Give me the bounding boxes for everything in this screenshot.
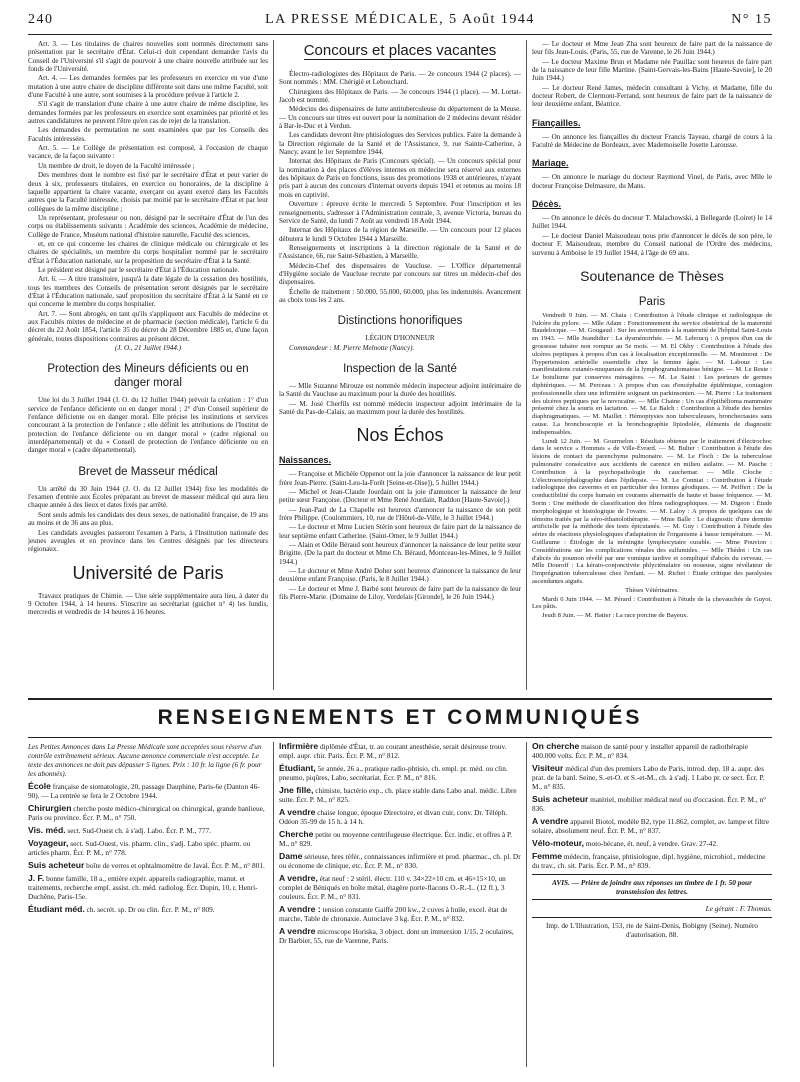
- ad-text: 5e année, 26 a., pratique radio-phtisio, ch. empl. pr. méd. ou clin. pneumo, piqûres, Labo, secrétariat. Écr. P. M., n° 816.: [279, 764, 508, 782]
- ad-text: maison de santé pour y installer appareil de radiothérapie 400.000 volts. Écr. P. M., n° 834.: [532, 742, 749, 760]
- ad-lead: A vendre: [279, 926, 316, 936]
- paragraph: Médecins des dispensaires de lutte antituberculeuse du département de la Meuse. — Un concours sur titres est ouvert pour la nomination de 2 médecins devant résider à Bar-le-Duc et à Verdun.: [279, 105, 521, 131]
- column-divider: [526, 40, 527, 690]
- paragraph: — Alain et Odile Béraud sont heureux d'annoncer la naissance de leur petite sœur Brigitte. (De la part du docteur et Mme Ch. Béraud, Montceau-les-Mines, le 9 Juillet 1944.): [279, 541, 521, 566]
- section-title-concours: [279, 40, 521, 62]
- paragraph: Art. 7. — Sont abrogés, en tant qu'ils s'appliquent aux Facultés de médecine et aux Facultés mixtes de médecine et de pharmacie (section médicale), l'article 6 du décret du 22 Août 1854, l'article 35 du décret du 28 Décembre 1885 et, d'une façon générale, toutes dispositions contraires au présent décret.: [28, 309, 268, 343]
- deces-heading: Décès.: [532, 199, 562, 210]
- classified-ad: [279, 742, 521, 760]
- paragraph: Des membres dont le nombre est fixé par le secrétaire d'État et peut varier de deux à six, professeurs titulaires, en exercice ou honoraires, de la discipline à laquelle appartient la chaire vacante, exerçant ou ayant exercé dans les Facultés autres que la Faculté intéressée, choisis par moitié par le secrétaire d'État et par leur collègues de la même discipline ;: [28, 171, 268, 213]
- column-middle: [279, 40, 521, 695]
- classified-ad: [279, 927, 521, 945]
- ad-lead: Vélo-moteur,: [532, 838, 585, 848]
- naissances-heading: Naissances.: [279, 455, 332, 466]
- ad-lead: Étudiant méd.: [28, 904, 85, 914]
- paragraph: Le président est désigné par le secrétaire d'État à l'Éducation nationale.: [38, 265, 240, 274]
- concours-title-text: Concours et places vacantes: [303, 42, 497, 59]
- ad-text: diplômée d'État, tr. au courant anesthésie, serait désireuse trouv. empl. aupr. chir. Paris. Écr. P. M., n° 812.: [279, 742, 507, 760]
- universite-text: Travaux pratiques de Chimie. — Une série supplémentaire aura lieu, à dater du 9 Octobre 1944, à 14 heures. S'inscrire au secrétariat (guichet n° 4) les lundis, mercredis et vendredis de 14 heures à 16 heures.: [28, 591, 268, 617]
- ad-lead: Suis acheteur: [532, 794, 589, 804]
- paragraph: — Michel et Jean-Claude Jourdain ont la joie d'annoncer la naissance de leur petite sœur Françoise. (Docteur et Mme René Jourdain, Raddon [Haute-Savoie].): [279, 488, 521, 505]
- ad-lead: Dame: [279, 851, 303, 861]
- mineurs-text: Une loi du 3 Juillet 1944 (J. O. du 12 Juillet 1944) prévoit la création : 1° d'un service de l'enfance déficiente ou en danger moral ; 2° d'un Conseil supérieur de l'enfance déficiente ou en danger moral. Elle précise les institutions et services concourant à la protection de l'enfance ; elle définit les attributions de l'Institut de protection de l'enfance déficiente ou en danger moral » (cadre régional ou interdépartemental) et du « Conseil de protection de l'enfance déficiente ou en danger moral » (cadre départemental).: [28, 396, 268, 455]
- classified-ad: [28, 804, 268, 822]
- mariage-text: — On annonce le mariage du docteur Raymond Vinel, de Paris, avec Mlle le docteur Françoise Delmasure, du Mans.: [532, 173, 772, 190]
- imprimeur: Imp. de L'Illustration, 153, rte de Saint-Denis, Bobigny (Seine). Numéro d'autorisation, 88.: [545, 921, 759, 939]
- paragraph: Renseignements et inscriptions à la direction régionale de la Santé et de l'Assistance, 66, rue Saint-Sébastien, à Marseille.: [279, 243, 521, 261]
- ad-lead: Cherche: [279, 829, 314, 839]
- theses-text-2: Lundi 12 Juin. — M. Gourmelon : Résultats obtenus par le traitement d'électrochoc dans le service « Hommes » de Ville-Évrard. — M. Bulter : Contribution à l'étude des lésions de contact du parenchyme pulmonaire. — M. Le Floch : De la tuberculose pulmonaire consécutive aux accidents de carence en milieu asilaire. — M. Pasche : Contribution à la psychopathologie du cauchemar. — Mlle Cloche : L'électroencéphalographie dans l'épilepsie. — M. Le Conniat : Contribution à l'étude radiologique des cavernes et en particulier des formes géodiques. — M. Peiffert : De la conductibilité du corps humain en courants alternatifs de haute et basse fréquence. — M. Sorin : Une méthode de classification des films radiographiques. — M. Digeon : Étude morphologique et histologique de l'ovaire. — M. Laloy : A propos de quelques cas de témoins traités par la séro-éthanolothérapie. — Mme Balle : Le diagnostic d'une dermite artificielle par la méthode des tests épicutanés. — M. Guy : Contribution à l'étude des séries de réactions physiologiques d'adaptation de l'organisme à basse température. — M. Guillaume : Étiologie de la méningite lymphocytaire curable. — Mme Pouvion : Considérations sur les complications rénales des sulfamides. — Mlle Thédot : Un cas d'abcès du poumon révélé par une vomique tardive et compliqué d'abcès du cerveau. — Mlle Douroff : La kérato-conjonctivite phlycténulaire ou noueuse, signe révélateur de l'imprégnation tuberculeuse chez l'enfant. — M. Richet : Étude critique des paralysies ascendantes aiguës.: [532, 437, 772, 585]
- theses-text-1: Vendredi 9 Juin. — M. Chaia : Contribution à l'étude clinique et radiologique de l'ulcère du pylore. — Mlle Adam : Fonctionnement du service obstétrical de la maternité Baudelocque. — M. Gougaud : Sur les avortements à la maternité de l'hôpital Saint-Louis en 1943. — Mlle Jeandidier : La dysménorrhée. — M. Leboucq : A propos d'un cas de grossesse tubaire non rompue au 5e mois. — M. El Okby : Contribution à l'étude des ulcères peptiques à propos d'un cas à localisation exceptionnelle. — M. Montmont : De l'hypertension artérielle essentielle chez la femme âgée. — M. Labouz : Les manifestations cutanéo-muqueuses de la lymphogranulomatose bénigne. — M. Le Reste : Le botulisme par conserves ménagères. — M. Le Saint : Les porteurs de germes diphtériques. — M. Perceau : A propos d'un cas d'encéphalite épidémique, contagion professionnelle chez une infirmière soignant un parkinsonien. — M. Pierre : Le traitement des ulcères peptiques par la novocaïne. — Mlle Chaine : Un cas d'épithélioma mammaire présenté chez la souris en lactation. — M. Le Balch : Contribution à l'étude des hernies diaphragmatiques. — M. Maillet : Hémoptysies non tuberculeuses, bronchectasies sans cause. La bronchoscopie et la bronchographie lipiodolée, éléments de diagnostic indispensables.: [532, 311, 772, 436]
- paragraph: Art. 3. — Les titulaires de chaires nouvelles sont nommés directement sans présentation par le secrétaire d'État. Celui-ci doit cependant demander l'avis du Conseil de l'Université s'il s'agit de pourvoir à une chaire nouvelle attribuée sur les fonds de l'Université.: [28, 40, 268, 74]
- ad-lead: Jne fille,: [279, 785, 314, 795]
- page-number: 240: [28, 12, 54, 27]
- deces-text-1: — On annonce le décès du docteur T. Malachowski, à Bellegarde (Loiret) le 14 Juillet 1944.: [532, 214, 772, 231]
- column-divider: [273, 742, 274, 1067]
- classified-ad: [28, 905, 268, 914]
- masseur-text-2: Sont seuls admis les candidats des deux sexes, de nationalité française, de 19 ans au moins et de 36 ans au plus.: [28, 510, 268, 528]
- avis-box: AVIS. — Prière de joindre aux réponses un timbre de 1 fr. 50 pour transmission des lettres.: [532, 874, 772, 900]
- paragraph: Électro-radiologistes des Hôpitaux de Paris. — 2e concours 1944 (2 places). — Sont nommés : MM. Chérigié et Lebouchard.: [279, 70, 521, 87]
- ad-text: médical d'un des premiers Labo de Paris, introd. dep. 18 a. aupr. des prat. de la banl. Seine, S.-et-O. et S.-et-M., ch. à s'adj. 1 Labo pr. ce sect. Écr. P. M., n° 835.: [532, 764, 765, 791]
- ads-column-1: [28, 742, 268, 918]
- fiancailles-heading: Fiançailles.: [532, 117, 581, 128]
- classified-ad: [279, 786, 521, 804]
- ad-lead: Voyageur,: [28, 838, 69, 848]
- paragraph: Ouverture : épreuve écrite le mercredi 5 Septembre. Pour l'inscription et les renseignements, s'adresser à l'Administration centrale, 3, avenue Victoria, bureau du Service de Santé, du lundi 7 Août au vendredi 18 Août 1944.: [279, 200, 521, 225]
- classified-ad: [279, 874, 521, 901]
- decree-articles: [28, 40, 268, 343]
- ad-text: chimiste, bactério exp., ch. place stable dans Labo anal. médic. Libre suite. Écr. P. M., n° 825.: [279, 786, 517, 804]
- paragraph: Internat des Hôpitaux de la région de Marseille. — Un concours pour 12 places débutera le lundi 9 Octobre 1944 à Marseille.: [279, 226, 521, 243]
- classified-ad: [532, 764, 772, 791]
- classified-ad: [532, 839, 772, 848]
- section-title-universite: Université de Paris: [72, 562, 224, 583]
- ad-lead: On cherche: [532, 741, 580, 751]
- ads-column-3: [532, 742, 772, 943]
- paragraph: — Le docteur René James, médecin consultant à Vichy, et Madame, fille du docteur Robert, de Clermont-Ferrand, sont heureux de faire part de la naissance de leur deuxième enfant, Béatrice.: [532, 83, 772, 109]
- paragraph: Art. 6. — A titre transitoire, jusqu'à la date légale de la cessation des hostilités, tous les membres des Conseils de présentation seront désignés par le secrétaire d'État à l'Éducation nationale, sauf proposition du secrétaire d'État à la Santé en ce qui concerne le membre du corps hospitalier.: [28, 275, 268, 309]
- paragraph: Art. 4. — Les demandes formées par les professeurs en exercice en vue d'une mutation à une autre chaire de discipline différente soit dans une même Faculté, soit d'une Faculté à une autre, sont soumises à la procédure prévue à l'article 2.: [28, 74, 268, 100]
- ads-list-3: [532, 742, 772, 870]
- section-title-distinctions: Distinctions honorifiques: [337, 315, 463, 328]
- paragraph: Médecin-Chef des dispensaires de Vaucluse. — L'Office départemental d'Hygiène sociale de Vaucluse recrute par concours sur titres un médecin-chef des dispensaires.: [279, 261, 521, 287]
- paragraph: Un représentant, professeur ou non, désigné par le secrétaire d'État de l'un des corps ou établissements suivants : Académie des sciences, Académie de médecine, Collège de France, Muséum national d'histoire naturelle, Faculté des sciences,: [28, 213, 268, 239]
- classified-ad: [279, 808, 521, 826]
- mariage-heading: Mariage.: [532, 158, 569, 169]
- ad-text: sect. Sud-Ouest, vis. pharm. clin., s'adj. Labo spéc. pharm. ou articles pharm. Écr. P. M., n° 778.: [28, 839, 251, 857]
- classified-ad: [28, 826, 268, 835]
- journal-title: LA PRESSE MÉDICALE, 5 Août 1944: [265, 12, 535, 27]
- paragraph: — Le docteur Maxime Brun et Madame née Pauillac sont heureux de faire part de la naissance de leur fille Martine. (Saint-Gervais-les-Bains [Haute-Savoie], le 20 Juin 1944.): [532, 57, 772, 83]
- paragraph: S'il s'agit de translation d'une chaire à une autre chaire de même discipline, les demandes formées par les professeurs en exercice sont examinées par priorité et les autres candidatures ne peuvent l'être qu'en cas de rejet de la translation.: [28, 100, 268, 126]
- inspection-text-1: — Mlle Suzanne Mirouze est nommée médecin inspecteur adjoint intérimaire de la Santé du Vaucluse au maximum pour la durée des hostilités.: [279, 381, 521, 399]
- ad-text: boîte de verres et ophtalmomètre de Javal. Écr. P. M., n° 801.: [84, 861, 265, 870]
- theses-vet-1: Mardi 6 Juin 1944. — M. Pérard : Contribution à l'étude de la chevauchée de Guyot. Les pâtis.: [532, 595, 772, 611]
- paragraph: — Jean-Paul de La Chapelle est heureux d'annoncer la naissance de son petit frère Philippe. (Coulommiers, 10, rue de l'Hôtel-de-Ville, le 3 Juillet 1944.): [279, 505, 521, 523]
- naissances-continued: [532, 40, 772, 109]
- ad-text: chaise longue, époque Directoire, et divan cuir, conv. Dr. Téléph. Odéon 35-99 de 15 h. à 14 h.: [279, 808, 508, 826]
- ad-text: matériel, mobilier médical neuf ou d'occasion. Écr. P. M., n° 836.: [532, 795, 767, 813]
- ad-lead: École: [28, 781, 51, 791]
- classified-ad: [28, 874, 268, 901]
- ad-lead: A vendre,: [279, 873, 318, 883]
- paragraph: — Le docteur et Mme André Doher sont heureux d'annoncer la naissance de leur deuxième enfant Françoise. (Paris, le 8 Juillet 1944.): [279, 567, 521, 584]
- classified-ad: [28, 839, 268, 857]
- ad-text: médecin, française, phtisiologue, dipl. hygiène, microbiol., médecine du trav., ch. sit. Paris. Écr. P. M., n° 839.: [532, 852, 766, 870]
- theses-city: Paris: [638, 295, 666, 308]
- classified-ad: [532, 852, 772, 870]
- ad-text: appareil Biotol, modèle B2, type 11.862, complet, av. lampe et filtre solaire, absolument neuf. Écr. P. M., n° 837.: [532, 817, 769, 835]
- ad-text: sérieuse, hres référ., connaissances infirmière et prod. pharmac., ch. pl. Dr ou économe de clinique, etc. Écr. P. M., n° 830.: [279, 852, 521, 870]
- column-divider: [526, 742, 527, 1067]
- ad-text: française de stomatologie, 20, passage Dauphine, Paris-6e (Danton 46-90). — La rentrée se fera le 2 Octobre 1944.: [28, 782, 260, 800]
- issue-number: N° 15: [731, 12, 772, 27]
- classified-ad: [532, 817, 772, 835]
- ad-text: petite ou moyenne centrifugeuse électrique. Écr. indic. et offres à P. M., n° 829.: [279, 830, 513, 848]
- theses-vet-heading: Thèses Vétérinaires.: [625, 586, 679, 594]
- ad-text: sect. Sud-Ouest ch. à s'adj. Labo. Écr. P. M., 777.: [65, 826, 211, 835]
- header-rule: [28, 34, 772, 35]
- ad-lead: Femme: [532, 851, 563, 861]
- ad-text: tension constante Gaiffe 200 kw., 2 cuves à huile, excel. état de marche, Table de chronaxie. Autoclave 3 kg. Écr. P. M., n° 832.: [279, 905, 508, 923]
- legion-text: Commandeur : M. Pierre Melnotte (Nancy).: [289, 343, 415, 352]
- ad-lead: Infirmière: [279, 741, 319, 751]
- classified-ad: [532, 795, 772, 813]
- paragraph: — Le docteur et Mme Lucien Stérin sont heureux de faire part de la naissance de leur septième enfant Catherine. (Saint-Omer, le 9 Juillet 1944.): [279, 523, 521, 540]
- renseignements-title: RENSEIGNEMENTS ET COMMUNIQUÉS: [157, 706, 643, 729]
- classified-ad: [279, 852, 521, 870]
- paragraph: Les candidats devront être phtisiologues des Services publics. Faire la demande à la Direction régionale de la Santé et de l'Assistance, 9, rue Sainte-Catherine, à Nancy, avant le 1er Septembre 1944.: [279, 131, 521, 157]
- paragraph: et, en ce qui concerne les chaires de clinique médicale ou chirurgicale et les chaires de spécialités, un membre du corps hospitalier nommé par le secrétaire d'État à l'Éducation nationale, sur la proposition du secrétaire d'État à la Santé.: [28, 239, 268, 265]
- classified-ad: [28, 861, 268, 870]
- ad-lead: A vendre :: [279, 904, 321, 914]
- section-title-mineurs: Protection des Mineurs déficients ou en danger moral: [47, 363, 249, 390]
- section-title-theses: Soutenance de Thèses: [580, 267, 724, 284]
- paragraph: Chirurgiens des Hôpitaux de Paris. — 3e concours 1944 (1 place). — M. Lortat-Jacob est nommé.: [279, 87, 521, 105]
- classified-ad: [279, 764, 521, 782]
- ad-lead: Visiteur: [532, 763, 564, 773]
- paragraph: Échelle de traitement : 50.000, 55.000, 60.000, plus les indemnités. Avancement au choix tous les 2 ans.: [279, 287, 521, 304]
- page-header: [28, 12, 772, 34]
- ad-lead: Chirurgien: [28, 803, 72, 813]
- ad-text: état neuf : 2 stéril. électr. 110 v. 34×22×10 cm. et 46×15×10, un complet de Béniqués en boîte métal, étagère porte-flacons O.-R.-L. (12 fl.), 3 couleurs. Écr. P. M., n° 831.: [279, 874, 506, 901]
- ad-lead: J. F.: [28, 873, 45, 883]
- paragraph: Un membre de droit, le doyen de la Faculté intéressée ;: [38, 161, 195, 170]
- classified-ad: [28, 782, 268, 800]
- band-rule-bottom: [28, 737, 772, 738]
- decree-source: (J. O., 21 Juillet 1944.): [114, 344, 182, 353]
- gerant: Le gérant : F. Thomas.: [705, 904, 772, 913]
- concours-list: [279, 70, 521, 304]
- ad-lead: A vendre: [279, 807, 316, 817]
- theses-vet-2: Jeudi 8 Juin. — M. Hatier : La race porcine de Bayeux.: [542, 612, 689, 620]
- classified-ad: [279, 905, 521, 923]
- classified-ad: [532, 742, 772, 760]
- section-title-masseur: Brevet de Masseur médical: [78, 465, 218, 478]
- classified-ad: [279, 830, 521, 848]
- section-title-inspection: Inspection de la Santé: [343, 362, 457, 375]
- naissances-list: [279, 470, 521, 601]
- ad-text: moto-bécane, ét. neuf, à vendre. Grav. 27-42.: [584, 839, 718, 848]
- column-divider: [273, 40, 274, 690]
- legion-heading: LÉGION D'HONNEUR: [365, 334, 435, 343]
- masseur-text-3: Les candidats aveugles passeront l'examen à Paris, à l'Institution nationale des jeunes aveugles et en province dans les Centres désignés par les directeurs régionaux.: [28, 528, 268, 554]
- ad-text: ch. secrét. sp. Dr ou clin. Écr. P. M., n° 809.: [84, 905, 215, 914]
- column-left: [28, 40, 268, 695]
- paragraph: — Le docteur et Mme Jean Zha sont heureux de faire part de la naissance de leur fils Jean-Louis. (Paris, 55, rue de Varenne, le 26 Juin 1944.): [532, 40, 772, 57]
- ad-lead: A vendre: [532, 816, 569, 826]
- ad-lead: Étudiant,: [279, 763, 316, 773]
- paragraph: — Françoise et Michèle Oppenot ont la joie d'annoncer la naissance de leur petit frère Jean-Pierre. (Saint-Leu-la-Forêt [Seine-et-Oise]), 5 Juillet 1944.): [279, 470, 521, 487]
- ad-text: microscope Horiska, 3 object. dont un immersion 1/15, 2 oculaires, Dr Barbier, 55, rue de Varenne, Paris.: [279, 927, 514, 945]
- paragraph: — Le docteur et Mme J. Barbé sont heureux de faire part de la naissance de leur fils Pierre-Marie. (Domaine de Liloy, Verdelais [Gironde], le 26 Juin 1944.): [279, 584, 521, 602]
- ad-lead: Vis. méd.: [28, 825, 66, 835]
- classified-ad: [28, 742, 268, 778]
- section-title-echos: Nos Échos: [356, 425, 444, 446]
- fiancailles-text: — On annonce les fiançailles du docteur Francis Tayeau, chargé de cours à la Faculté de Médecine de Bordeaux, avec Mademoiselle Josette Larousse.: [532, 132, 772, 150]
- ad-lead: Suis acheteur: [28, 860, 85, 870]
- inspection-text-2: — M. José Cherfils est nommé médecin inspecteur adjoint intérimaire de la Santé du Pas-de-Calais, au maximum pour la durée des hostilités.: [279, 399, 521, 416]
- column-right: [532, 40, 772, 695]
- ad-text: Les Petites Annonces dans La Presse Médicale sont acceptées sous réserve d'un contrôle extrêmement sérieux. Aucune annonce commerciale n'est acceptée. Le texte des annonces ne doit pas dépasser 5 lignes. Prix : 10 fr. la ligne (6 fr. pour les abonnés).: [28, 742, 262, 778]
- paragraph: Internat des Hôpitaux de Paris (Concours spécial). — Un concours spécial pour la nomination à des places d'élèves internes en médecine sera réservé aux externes des hôpitaux de Paris en fonctions, issus des promotions 1938 et antérieures, n'ayant pris part à aucun des concours d'internat ouverts depuis 1941 et retenus au moins 18 mois en captivité.: [279, 157, 521, 199]
- deces-text-2: — Le docteur Daniel Maisoudeau nous prie d'annoncer le décès de son père, le docteur F. Maisoudeau, membre du Conseil national de l'Ordre des médecins, survenu à Amboise le 19 Juillet 1944, à l'âge de 69 ans.: [532, 231, 772, 257]
- paragraph: Les demandes de permutation ne sont examinées que par les Conseils des Facultés intéressées.: [28, 126, 268, 143]
- masseur-text-1: Un arrêté du 30 Juin 1944 (J. O. du 12 Juillet 1944) fixe les modalités de l'examen d'entrée aux Écoles préparant au brevet de masseur médical qui aura lieu chaque année à des lieux et dates fixés par arrêté.: [28, 484, 268, 510]
- ad-text: bonne famille, 18 a., entière expér. appareils radiographie, manut. et traitements, recherche empl. assist. ch. méd. radiolog. Écr. Dupin, 10, r. Henri-Duchêne, Paris-15e.: [28, 874, 258, 901]
- ads-column-2: [279, 742, 521, 949]
- paragraph: Art. 5. — Le Collège de présentation est composé, à l'occasion de chaque vacance, de la façon suivante :: [28, 144, 268, 161]
- ad-text: cherche poste médico-chirurgical ou chirurgical, grande banlieue, Paris ou province. Écr. P. M., n° 750.: [28, 804, 265, 822]
